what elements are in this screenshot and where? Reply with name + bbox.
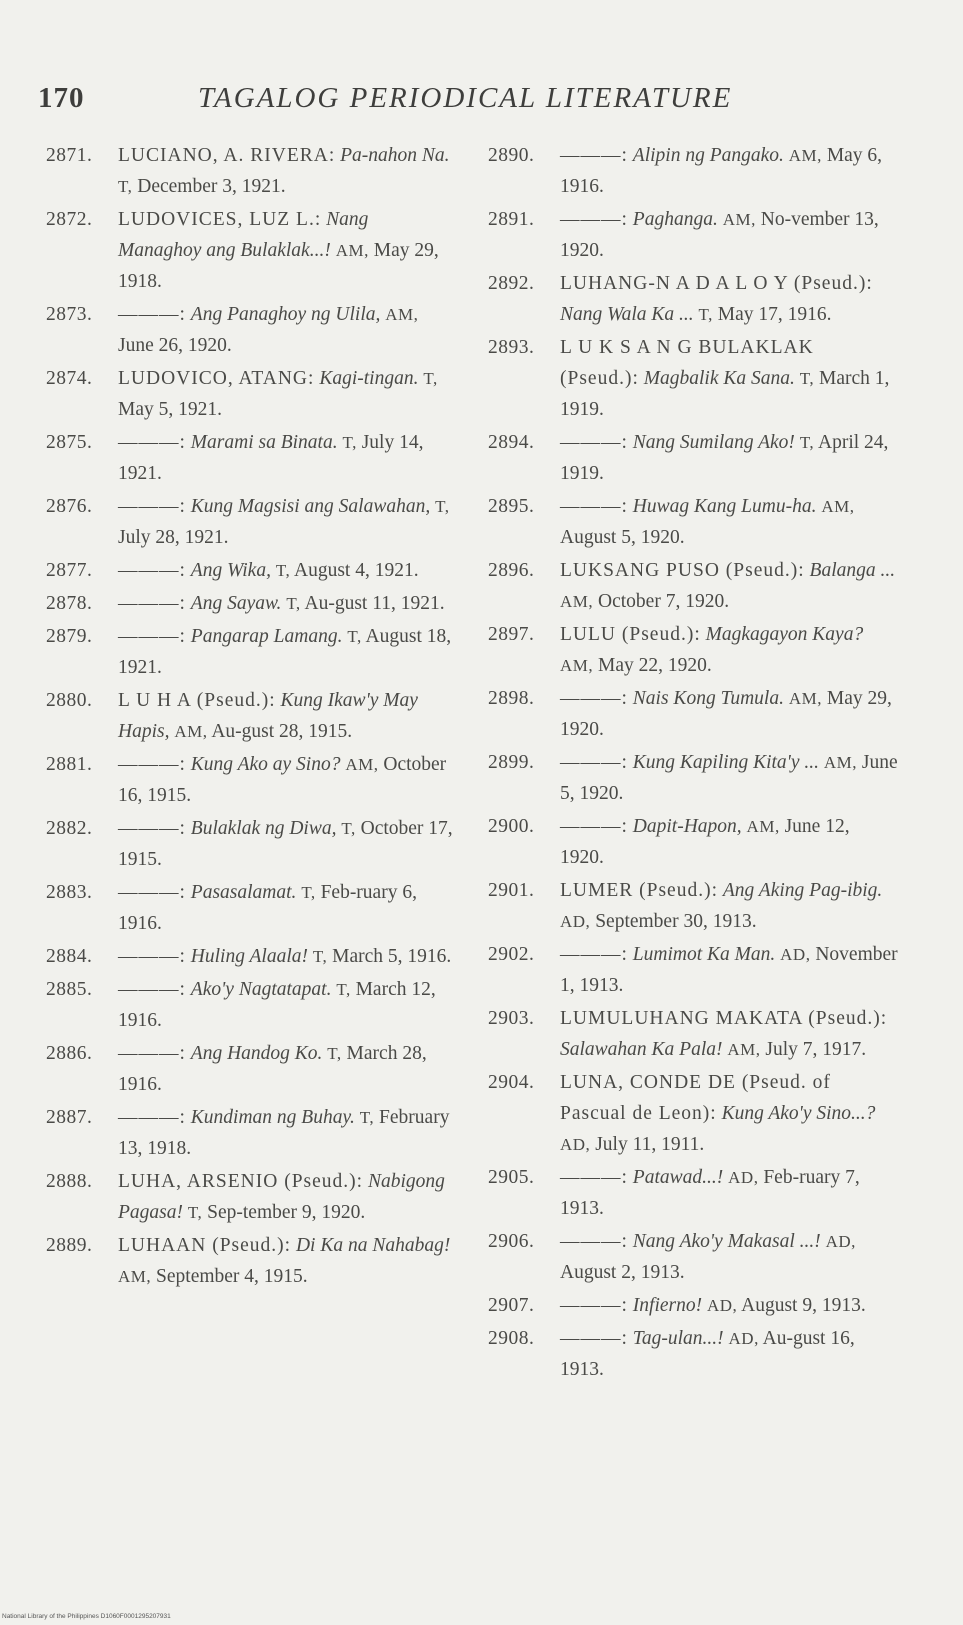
entry-periodical: AD, [707, 1296, 738, 1315]
entry-text [118, 1102, 456, 1164]
entry-date: Feb-ruary 7, 1913. [560, 1167, 860, 1219]
entry-author: ———: [560, 1167, 628, 1188]
entry-number: 2874. [46, 368, 93, 389]
entry-title: Dapit-Hapon, [632, 816, 742, 837]
entry-text [560, 939, 898, 1001]
entry-author: LUNA, CONDE DE (Pseud. of Pascual de Leon): [560, 1072, 831, 1124]
entry-author: LUHAAN (Pseud.): [118, 1235, 292, 1256]
entry-title: Ang Sayaw. [190, 593, 282, 614]
entry-periodical: T, [327, 1044, 342, 1063]
entry-title: Nang Ako'y Makasal ...! [632, 1231, 821, 1252]
entry-title: Bulaklak ng Diwa, [190, 818, 337, 839]
entry-periodical: T, [799, 369, 815, 388]
entry-number: 2897. [488, 624, 535, 645]
right-column [480, 140, 898, 1387]
entry-author: ———: [560, 1231, 628, 1252]
entry-text [560, 1162, 898, 1224]
entry-text [560, 555, 898, 617]
entry-title: Marami sa Binata. [190, 432, 338, 453]
entry-number: 2905. [488, 1167, 535, 1188]
entry-author: LULU (Pseud.): [560, 624, 701, 645]
entry-periodical: T, [698, 305, 713, 324]
entry-text [118, 685, 456, 747]
entry-date: No-vember 13, 1920. [560, 209, 879, 261]
entry-text [118, 1230, 456, 1292]
entry-date: August 2, 1913. [560, 1262, 685, 1283]
entry-date: February 13, 1918. [118, 1107, 450, 1159]
entry-number: 2884. [46, 946, 93, 967]
entry-number: 2899. [488, 752, 535, 773]
bibliography-entry [38, 363, 456, 425]
entry-title: Paghanga. [632, 209, 718, 230]
entry-periodical: AM, [746, 817, 780, 836]
entry-periodical: AD, [560, 1135, 591, 1154]
entry-date: April 24, 1919. [560, 432, 889, 484]
entry-author: ———: [118, 1043, 186, 1064]
entry-date: July 11, 1911. [595, 1134, 705, 1155]
entry-date: June 26, 1920. [118, 335, 232, 356]
bibliography-entry [480, 427, 898, 489]
entry-title: Ang Handog Ko. [190, 1043, 323, 1064]
entry-number: 2872. [46, 209, 93, 230]
entry-number: 2886. [46, 1043, 93, 1064]
entry-date: August 18, 1921. [118, 626, 452, 678]
entry-text [560, 332, 898, 425]
entry-author: ———: [560, 496, 628, 517]
entry-title: Kung Magsisi ang Salawahan, [190, 496, 431, 517]
entry-title: Pasasalamat. [190, 882, 297, 903]
entry-title: Di Ka na Nahabag! [295, 1235, 451, 1256]
left-column [38, 140, 456, 1294]
bibliography-entry [38, 1230, 456, 1292]
entry-number: 2889. [46, 1235, 93, 1256]
bibliography-entry [480, 939, 898, 1001]
entry-periodical: T, [799, 433, 815, 452]
entry-text [118, 299, 456, 361]
entry-title: Nais Kong Tumula. [632, 688, 784, 709]
entry-author: ———: [118, 754, 186, 775]
entry-periodical: AD, [728, 1329, 759, 1348]
entry-text [118, 363, 456, 425]
entry-date: March 1, 1919. [560, 368, 890, 420]
entry-periodical: T, [423, 369, 438, 388]
entry-text [118, 941, 456, 972]
entry-date: November 1, 1913. [560, 944, 898, 996]
entry-title: Patawad...! [632, 1167, 724, 1188]
entry-number: 2891. [488, 209, 535, 230]
entry-periodical: T, [275, 561, 291, 580]
bibliography-entry [38, 204, 456, 297]
bibliography-entry [38, 621, 456, 683]
entry-number: 2892. [488, 273, 535, 294]
entry-text [118, 1166, 456, 1228]
entry-number: 2906. [488, 1231, 535, 1252]
entry-author: LUMULUHANG MAKATA (Pseud.): [560, 1008, 888, 1029]
entry-author: ———: [118, 560, 186, 581]
entry-title: Kagi-tingan. [319, 368, 419, 389]
entry-author: L U H A (Pseud.): [118, 690, 276, 711]
bibliography-entry [480, 875, 898, 937]
entry-text [118, 427, 456, 489]
entry-author: ———: [560, 145, 628, 166]
bibliography-entry [480, 1290, 898, 1321]
bibliography-entry [480, 619, 898, 681]
entry-periodical: AM, [560, 656, 594, 675]
entry-title: Kung Ikaw'y May Hapis, [118, 690, 418, 742]
entry-title: Alipin ng Pangako. [632, 145, 784, 166]
entry-periodical: AM, [788, 146, 822, 165]
entry-date: December 3, 1921. [137, 176, 286, 197]
entry-title: Ang Aking Pag-ibig. [722, 880, 883, 901]
entry-periodical: T, [359, 1108, 375, 1127]
entry-date: May 22, 1920. [598, 655, 712, 676]
entry-periodical: T, [118, 177, 133, 196]
entry-periodical: T, [336, 980, 351, 999]
entry-periodical: AM, [385, 305, 419, 324]
entry-text [560, 491, 898, 553]
entry-text [118, 813, 456, 875]
entry-date: March 28, 1916. [118, 1043, 427, 1095]
bibliography-entry [480, 1323, 898, 1385]
entry-title: Kung Ako ay Sino? [190, 754, 341, 775]
entry-date: October 17, 1915. [118, 818, 453, 870]
entry-date: Au-gust 16, 1913. [560, 1328, 855, 1380]
page-number: 170 [38, 82, 85, 114]
entry-author: LUKSANG PUSO (Pseud.): [560, 560, 805, 581]
bibliography-entry [480, 1226, 898, 1288]
entry-title: Kung Ako'y Sino...? [721, 1103, 876, 1124]
entry-author: ———: [560, 209, 628, 230]
entry-title: Huwag Kang Lumu-ha. [632, 496, 817, 517]
entry-author: LUDOVICES, LUZ L.: [118, 209, 322, 230]
entry-author: ———: [118, 1107, 186, 1128]
entry-date: June 5, 1920. [560, 752, 898, 804]
entry-periodical: AD, [780, 945, 811, 964]
entry-author: ———: [560, 432, 628, 453]
entry-number: 2903. [488, 1008, 535, 1029]
entry-author: ———: [118, 979, 186, 1000]
entry-date: Feb-ruary 6, 1916. [118, 882, 417, 934]
bibliography-entry [38, 877, 456, 939]
bibliography-entry [38, 941, 456, 972]
entry-author: LUHA, ARSENIO (Pseud.): [118, 1171, 364, 1192]
entry-title: Ang Panaghoy ng Ulila, [190, 304, 381, 325]
entry-text [118, 749, 456, 811]
entry-number: 2898. [488, 688, 535, 709]
entry-number: 2900. [488, 816, 535, 837]
entry-periodical: AM, [118, 1267, 152, 1286]
entry-text [118, 140, 456, 202]
entry-number: 2882. [46, 818, 93, 839]
entry-title: Lumimot Ka Man. [632, 944, 776, 965]
entry-date: May 17, 1916. [717, 304, 832, 325]
entry-number: 2890. [488, 145, 535, 166]
entry-periodical: AD, [560, 912, 591, 931]
entry-date: September 4, 1915. [156, 1266, 308, 1287]
bibliography-entry [480, 1067, 898, 1160]
entry-text [118, 974, 456, 1036]
bibliography-entry [38, 491, 456, 553]
entry-text [118, 588, 456, 619]
bibliography-entry [480, 811, 898, 873]
bibliography-entry [38, 974, 456, 1036]
entry-date: Au-gust 11, 1921. [304, 593, 445, 614]
entry-periodical: AM, [174, 722, 208, 741]
entry-number: 2875. [46, 432, 93, 453]
bibliography-entry [480, 683, 898, 745]
entry-number: 2871. [46, 145, 93, 166]
bibliography-entry [38, 299, 456, 361]
bibliography-entry [38, 1038, 456, 1100]
entry-title: Magbalik Ka Sana. [643, 368, 795, 389]
entry-number: 2873. [46, 304, 93, 325]
entry-title: Ang Wika, [190, 560, 271, 581]
entry-date: July 14, 1921. [118, 432, 424, 484]
bibliography-entry [480, 204, 898, 266]
bibliography-entry [480, 1162, 898, 1224]
entry-author: LUCIANO, A. RIVERA: [118, 145, 336, 166]
entry-number: 2888. [46, 1171, 93, 1192]
entry-date: Au-gust 28, 1915. [211, 721, 353, 742]
entry-author: ———: [560, 752, 628, 773]
entry-text [560, 683, 898, 745]
entry-number: 2877. [46, 560, 93, 581]
entry-date: May 5, 1921. [118, 399, 222, 420]
entry-periodical: AM, [821, 497, 855, 516]
entry-author: ———: [560, 1328, 628, 1349]
entry-author: ———: [118, 432, 186, 453]
entry-periodical: T, [286, 594, 301, 613]
entry-periodical: AM, [345, 755, 379, 774]
entry-date: June 12, 1920. [560, 816, 850, 868]
entry-periodical: AM, [335, 241, 369, 260]
entry-title: Salawahan Ka Pala! [560, 1039, 723, 1060]
entry-text [560, 875, 898, 937]
bibliography-entry [38, 1166, 456, 1228]
entry-text [118, 204, 456, 297]
entry-periodical: T, [342, 433, 357, 452]
entry-author: ———: [118, 882, 186, 903]
entry-text [560, 140, 898, 202]
entry-periodical: T, [347, 627, 362, 646]
bibliography-entry [480, 332, 898, 425]
entry-author: LUHANG-N A D A L O Y (Pseud.): [560, 273, 873, 294]
entry-author: ———: [560, 1295, 628, 1316]
entry-date: Sep-tember 9, 1920. [207, 1202, 366, 1223]
bibliography-entry [38, 749, 456, 811]
bibliography-entry [480, 747, 898, 809]
entry-author: ———: [560, 944, 628, 965]
entry-number: 2887. [46, 1107, 93, 1128]
entry-number: 2896. [488, 560, 535, 581]
entry-text [560, 1067, 898, 1160]
entry-date: October 7, 1920. [598, 591, 730, 612]
entry-number: 2907. [488, 1295, 535, 1316]
entry-periodical: AD, [825, 1232, 856, 1251]
entry-periodical: AM, [560, 592, 594, 611]
entry-number: 2902. [488, 944, 535, 965]
entry-periodical: AM, [788, 689, 822, 708]
entry-title: Balanga ... [809, 560, 896, 581]
bibliography-entry [38, 427, 456, 489]
entry-author: ———: [118, 946, 186, 967]
entry-text [560, 1003, 898, 1065]
entry-text [118, 877, 456, 939]
entry-periodical: T, [341, 819, 356, 838]
entry-text [560, 427, 898, 489]
entry-text [560, 204, 898, 266]
entry-author: ———: [118, 818, 186, 839]
entry-author: ———: [560, 688, 628, 709]
bibliography-entry [38, 140, 456, 202]
entry-title: Pangarap Lamang. [190, 626, 343, 647]
entry-title: Nabigong Pagasa! [118, 1171, 445, 1223]
entry-number: 2885. [46, 979, 93, 1000]
entry-author: LUMER (Pseud.): [560, 880, 718, 901]
entry-text [560, 1290, 898, 1321]
entry-title: Nang Sumilang Ako! [632, 432, 795, 453]
entry-number: 2878. [46, 593, 93, 614]
entry-number: 2893. [488, 337, 535, 358]
entry-date: May 6, 1916. [560, 145, 883, 197]
entry-text [118, 1038, 456, 1100]
entry-author: ———: [118, 304, 186, 325]
entry-title: Magkagayon Kaya? [705, 624, 864, 645]
entry-author: L U K S A N G BULAKLAK (Pseud.): [560, 337, 814, 389]
entry-date: July 7, 1917. [765, 1039, 867, 1060]
entry-periodical: AM, [722, 210, 756, 229]
entry-author: ———: [560, 816, 628, 837]
bibliography-entry [480, 491, 898, 553]
entry-periodical: AM, [823, 753, 858, 772]
entry-title: Infierno! [632, 1295, 703, 1316]
bibliography-entry [480, 140, 898, 202]
bibliography-entry [38, 685, 456, 747]
bibliography-entry [480, 555, 898, 617]
entry-title: Tag-ulan...! [632, 1328, 724, 1349]
entry-author: ———: [118, 626, 186, 647]
entry-date: May 29, 1918. [118, 240, 439, 292]
entry-text [560, 747, 898, 809]
entry-date: October 16, 1915. [118, 754, 447, 806]
entry-number: 2883. [46, 882, 93, 903]
entry-number: 2894. [488, 432, 535, 453]
entry-number: 2895. [488, 496, 535, 517]
entry-date: May 29, 1920. [560, 688, 892, 740]
entry-periodical: AD, [728, 1168, 759, 1187]
entry-text [560, 811, 898, 873]
entry-text [560, 619, 898, 681]
bibliography-entry [38, 1102, 456, 1164]
page-header [38, 82, 918, 122]
bibliography-entry [38, 555, 456, 586]
entry-text [118, 621, 456, 683]
entry-date: March 5, 1916. [332, 946, 452, 967]
entry-periodical: T, [435, 497, 450, 516]
entry-periodical: T, [312, 947, 328, 966]
entry-number: 2901. [488, 880, 535, 901]
entry-text [560, 1323, 898, 1385]
entry-author: ———: [118, 496, 186, 517]
bibliography-entry [480, 1003, 898, 1065]
entry-date: March 12, 1916. [118, 979, 436, 1031]
entry-text [118, 491, 456, 553]
entry-title: Nang Wala Ka ... [560, 304, 694, 325]
entry-date: August 5, 1920. [560, 527, 685, 548]
entry-periodical: T, [187, 1203, 203, 1222]
entry-number: 2880. [46, 690, 93, 711]
entry-number: 2881. [46, 754, 93, 775]
entry-date: September 30, 1913. [595, 911, 757, 932]
running-title: TAGALOG PERIODICAL LITERATURE [198, 82, 733, 114]
entry-title: Ako'y Nagtatapat. [190, 979, 332, 1000]
bibliography-entry [38, 813, 456, 875]
entry-title: Nang Managhoy ang Bulaklak...! [118, 209, 369, 261]
entry-number: 2904. [488, 1072, 535, 1093]
entry-title: Kung Kapiling Kita'y ... [632, 752, 819, 773]
entry-date: August 9, 1913. [741, 1295, 866, 1316]
entry-number: 2908. [488, 1328, 535, 1349]
entry-text [560, 268, 898, 330]
entry-number: 2879. [46, 626, 93, 647]
entry-text [118, 555, 456, 586]
entry-text [560, 1226, 898, 1288]
entry-title: Pa-nahon Na. [340, 145, 450, 166]
bibliography-entry [480, 268, 898, 330]
entry-title: Kundiman ng Buhay. [190, 1107, 355, 1128]
entry-periodical: T, [301, 883, 316, 902]
entry-date: August 4, 1921. [294, 560, 419, 581]
bibliography-entry [38, 588, 456, 619]
scan-footer-note: National Library of the Philippines D1060F0001295207931 [2, 1613, 171, 1620]
entry-number: 2876. [46, 496, 93, 517]
entry-author: LUDOVICO, ATANG: [118, 368, 315, 389]
entry-periodical: AM, [727, 1040, 761, 1059]
entry-date: July 28, 1921. [118, 527, 229, 548]
entry-title: Huling Alaala! [190, 946, 308, 967]
entry-author: ———: [118, 593, 186, 614]
